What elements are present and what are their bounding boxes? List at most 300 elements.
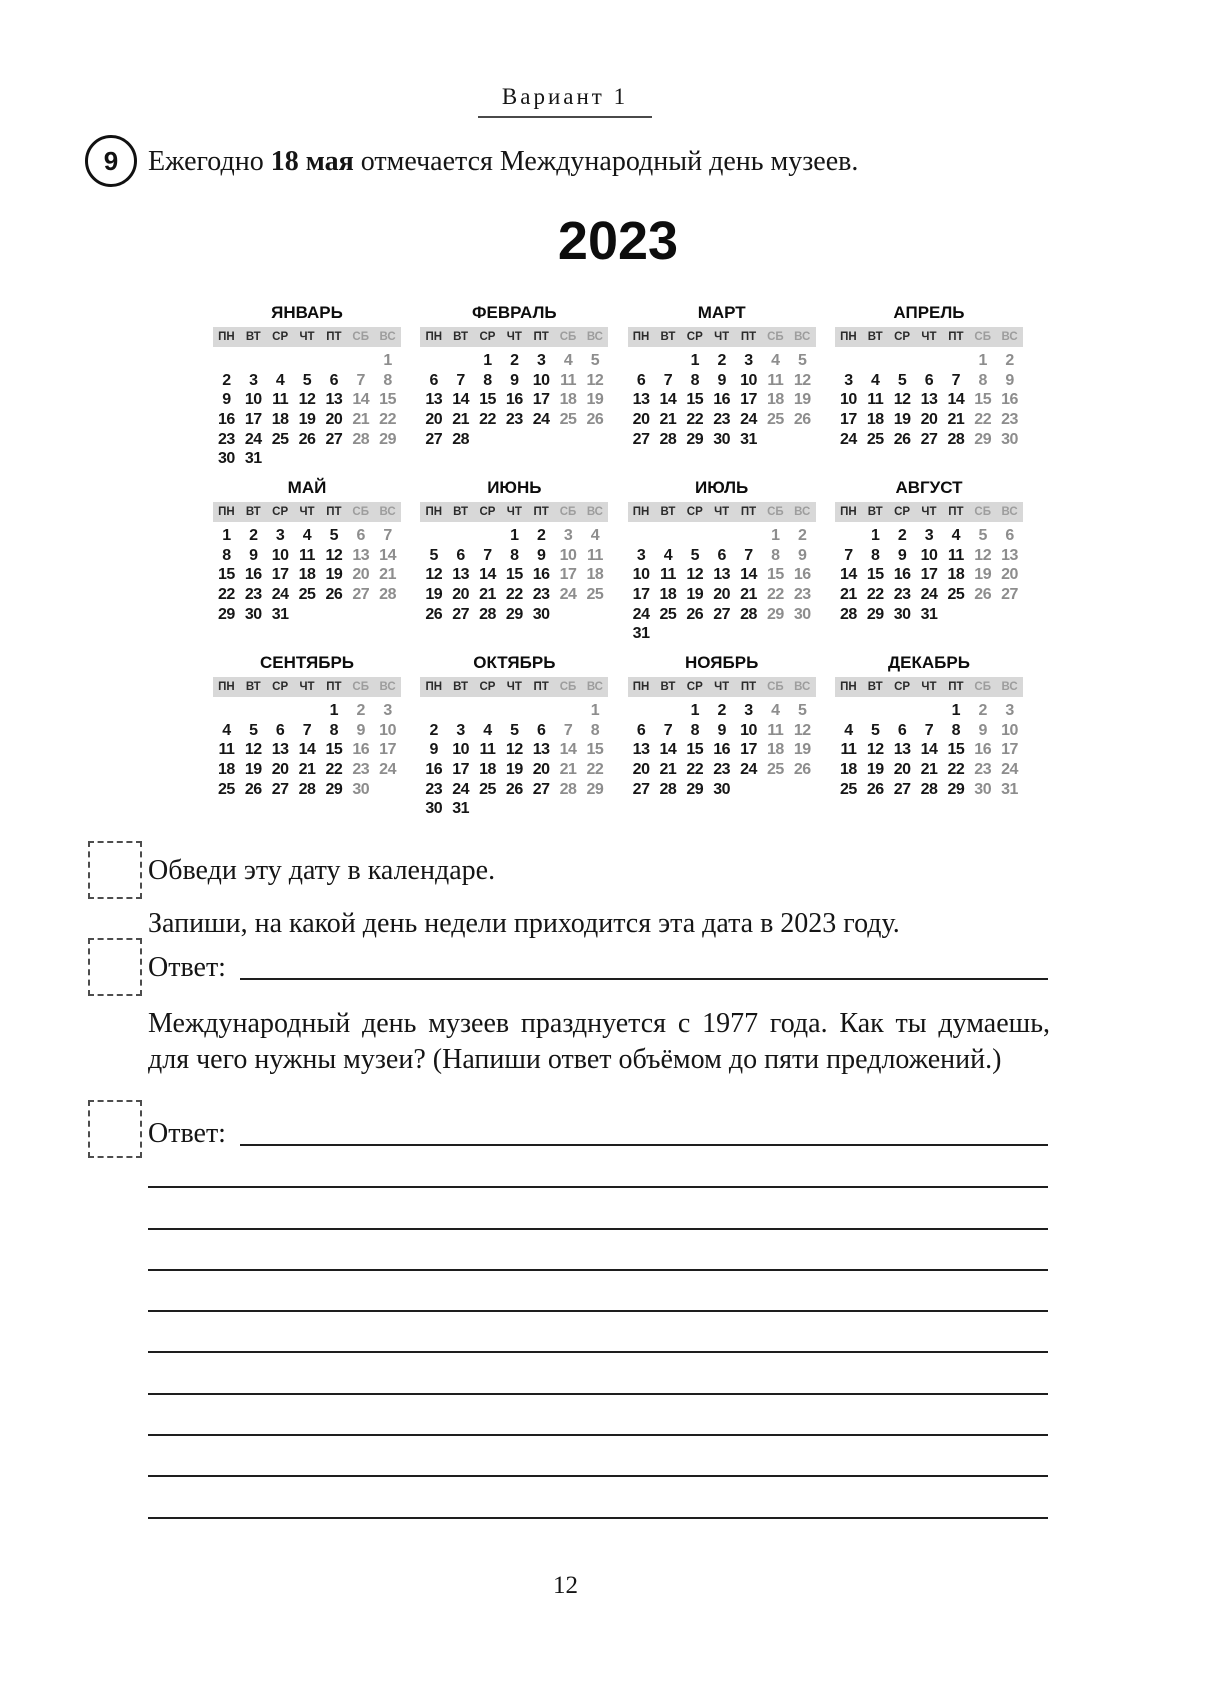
day-cell[interactable]: 25: [586, 585, 604, 603]
day-cell[interactable]: 17: [532, 391, 550, 409]
day-cell[interactable]: 2: [249, 526, 258, 544]
day-cell[interactable]: 7: [456, 371, 465, 389]
day-cell[interactable]: 3: [275, 526, 285, 544]
day-cell[interactable]: 25: [271, 430, 289, 448]
day-cell[interactable]: 25: [479, 780, 496, 798]
day-cell[interactable]: 26: [793, 410, 811, 428]
day-cell[interactable]: 31: [271, 605, 289, 623]
day-cell[interactable]: 2: [798, 526, 807, 544]
day-cell[interactable]: 15: [505, 566, 523, 584]
day-cell[interactable]: 26: [974, 585, 992, 603]
day-cell[interactable]: 16: [893, 566, 911, 584]
day-cell[interactable]: 12: [298, 391, 316, 409]
day-cell[interactable]: 21: [379, 566, 396, 584]
day-cell[interactable]: 14: [659, 391, 677, 409]
day-cell[interactable]: 16: [244, 566, 262, 584]
check-box-q3[interactable]: [88, 1100, 142, 1158]
day-cell[interactable]: 1: [690, 701, 699, 719]
day-cell[interactable]: 4: [844, 721, 853, 739]
day-cell[interactable]: 15: [379, 391, 396, 409]
day-cell[interactable]: 25: [840, 780, 857, 798]
day-cell[interactable]: 19: [793, 391, 811, 409]
day-cell[interactable]: 26: [244, 780, 262, 798]
writing-line[interactable]: [148, 1436, 1048, 1477]
day-cell[interactable]: 6: [897, 721, 907, 739]
day-cell[interactable]: 23: [713, 410, 731, 428]
day-cell[interactable]: 10: [1001, 721, 1018, 739]
day-cell[interactable]: 10: [740, 371, 757, 389]
day-cell[interactable]: 11: [272, 391, 289, 409]
day-cell[interactable]: 21: [352, 410, 370, 428]
day-cell[interactable]: 29: [586, 780, 604, 798]
day-cell[interactable]: 13: [920, 391, 938, 409]
day-cell[interactable]: 13: [713, 566, 731, 584]
day-cell[interactable]: 10: [740, 721, 757, 739]
day-cell[interactable]: 29: [218, 605, 235, 623]
day-cell[interactable]: 2: [536, 526, 546, 544]
day-cell[interactable]: 26: [793, 760, 811, 778]
day-cell[interactable]: 3: [383, 701, 392, 719]
day-cell[interactable]: 14: [379, 546, 396, 564]
day-cell[interactable]: 25: [218, 780, 235, 798]
day-cell[interactable]: 20: [632, 410, 650, 428]
day-cell[interactable]: 22: [686, 410, 704, 428]
day-cell[interactable]: 17: [740, 741, 757, 759]
day-cell[interactable]: 10: [379, 721, 396, 739]
day-cell[interactable]: 13: [1001, 546, 1018, 564]
day-cell[interactable]: 9: [510, 371, 519, 389]
day-cell[interactable]: 12: [866, 741, 884, 759]
day-cell[interactable]: 20: [452, 585, 469, 603]
day-cell[interactable]: 3: [844, 371, 853, 389]
day-cell[interactable]: 23: [974, 760, 992, 778]
day-cell[interactable]: 19: [505, 760, 523, 778]
day-cell[interactable]: 4: [951, 526, 961, 544]
day-cell[interactable]: 14: [352, 391, 370, 409]
day-cell[interactable]: 30: [974, 780, 992, 798]
day-cell[interactable]: 3: [536, 351, 546, 369]
day-cell[interactable]: 25: [766, 410, 784, 428]
day-cell[interactable]: 28: [452, 430, 469, 448]
day-cell[interactable]: 17: [632, 585, 650, 603]
day-cell[interactable]: 14: [298, 741, 316, 759]
day-cell[interactable]: 11: [767, 721, 784, 739]
day-cell[interactable]: 16: [352, 741, 370, 759]
day-cell[interactable]: 6: [636, 371, 646, 389]
day-cell[interactable]: 10: [452, 741, 469, 759]
writing-line[interactable]: [148, 1395, 1048, 1436]
day-cell[interactable]: 24: [1001, 760, 1018, 778]
check-box-q1[interactable]: [88, 841, 142, 899]
day-cell[interactable]: 14: [920, 741, 938, 759]
day-cell[interactable]: 6: [275, 721, 285, 739]
day-cell[interactable]: 30: [713, 430, 731, 448]
day-cell[interactable]: 4: [871, 371, 880, 389]
day-cell[interactable]: 9: [798, 546, 807, 564]
day-cell[interactable]: 1: [483, 351, 492, 369]
day-cell[interactable]: 25: [659, 605, 677, 623]
day-cell[interactable]: 2: [356, 701, 365, 719]
day-cell[interactable]: 29: [325, 780, 343, 798]
day-cell[interactable]: 30: [244, 605, 262, 623]
day-cell[interactable]: 27: [352, 585, 370, 603]
day-cell[interactable]: 15: [866, 566, 884, 584]
day-cell[interactable]: 1: [978, 351, 987, 369]
day-cell[interactable]: 4: [771, 351, 780, 369]
day-cell[interactable]: 10: [532, 371, 550, 389]
day-cell[interactable]: 1: [690, 351, 699, 369]
day-cell[interactable]: 6: [1005, 526, 1014, 544]
day-cell[interactable]: 25: [298, 585, 316, 603]
day-cell[interactable]: 8: [590, 721, 600, 739]
day-cell[interactable]: 25: [766, 760, 784, 778]
day-cell[interactable]: 7: [383, 526, 392, 544]
day-cell[interactable]: 1: [329, 701, 339, 719]
day-cell[interactable]: 19: [298, 410, 316, 428]
day-cell[interactable]: 20: [425, 410, 443, 428]
day-cell[interactable]: 1: [222, 526, 231, 544]
day-cell[interactable]: 22: [325, 760, 343, 778]
day-cell[interactable]: 27: [713, 605, 731, 623]
day-cell[interactable]: 27: [425, 430, 443, 448]
day-cell[interactable]: 18: [298, 566, 316, 584]
day-cell[interactable]: 3: [744, 701, 753, 719]
day-cell[interactable]: 4: [483, 721, 492, 739]
day-cell[interactable]: 13: [271, 741, 289, 759]
day-cell[interactable]: 29: [866, 605, 884, 623]
day-cell[interactable]: 28: [298, 780, 316, 798]
day-cell[interactable]: 27: [632, 430, 650, 448]
day-cell[interactable]: 21: [559, 760, 577, 778]
day-cell[interactable]: 11: [659, 566, 676, 584]
day-cell[interactable]: 19: [793, 741, 811, 759]
day-cell[interactable]: 28: [479, 605, 496, 623]
day-cell[interactable]: 7: [663, 371, 673, 389]
day-cell[interactable]: 4: [563, 351, 573, 369]
day-cell[interactable]: 11: [560, 371, 576, 389]
day-cell[interactable]: 21: [920, 760, 938, 778]
day-cell[interactable]: 3: [636, 546, 646, 564]
day-cell[interactable]: 14: [659, 741, 677, 759]
day-cell[interactable]: 27: [452, 605, 469, 623]
day-cell[interactable]: 27: [1001, 585, 1018, 603]
day-cell[interactable]: 18: [271, 410, 289, 428]
day-cell[interactable]: 26: [425, 605, 443, 623]
day-cell[interactable]: 19: [244, 760, 262, 778]
day-cell[interactable]: 29: [505, 605, 523, 623]
day-cell[interactable]: 7: [951, 371, 961, 389]
day-cell[interactable]: 28: [920, 780, 938, 798]
day-cell[interactable]: 20: [920, 410, 938, 428]
day-cell[interactable]: 24: [559, 585, 577, 603]
day-cell[interactable]: 28: [740, 605, 757, 623]
day-cell[interactable]: 24: [740, 410, 757, 428]
day-cell[interactable]: 6: [456, 546, 465, 564]
day-cell[interactable]: 18: [218, 760, 235, 778]
day-cell[interactable]: 18: [586, 566, 604, 584]
day-cell[interactable]: 8: [978, 371, 987, 389]
day-cell[interactable]: 23: [793, 585, 811, 603]
day-cell[interactable]: 18: [559, 391, 577, 409]
day-cell[interactable]: 15: [686, 391, 704, 409]
day-cell[interactable]: 26: [586, 410, 604, 428]
day-cell[interactable]: 31: [632, 625, 650, 643]
day-cell[interactable]: 20: [1001, 566, 1018, 584]
day-cell[interactable]: 11: [586, 546, 603, 564]
day-cell[interactable]: 1: [871, 526, 880, 544]
day-cell[interactable]: 11: [867, 391, 884, 409]
day-cell[interactable]: 24: [632, 605, 650, 623]
day-cell[interactable]: 4: [302, 526, 312, 544]
day-cell[interactable]: 18: [766, 741, 784, 759]
day-cell[interactable]: 31: [920, 605, 938, 623]
day-cell[interactable]: 24: [244, 430, 262, 448]
day-cell[interactable]: 28: [947, 430, 965, 448]
day-cell[interactable]: 2: [897, 526, 907, 544]
day-cell[interactable]: 30: [893, 605, 911, 623]
day-cell[interactable]: 11: [840, 741, 857, 759]
day-cell[interactable]: 19: [866, 760, 884, 778]
day-cell[interactable]: 22: [686, 760, 704, 778]
day-cell[interactable]: 7: [663, 721, 673, 739]
day-cell[interactable]: 18: [766, 391, 784, 409]
day-cell[interactable]: 5: [798, 701, 807, 719]
day-cell[interactable]: 11: [218, 741, 235, 759]
day-cell[interactable]: 26: [298, 430, 316, 448]
day-cell[interactable]: 10: [840, 391, 857, 409]
day-cell[interactable]: 5: [429, 546, 438, 564]
day-cell[interactable]: 23: [893, 585, 911, 603]
day-cell[interactable]: 22: [866, 585, 884, 603]
day-cell[interactable]: 6: [536, 721, 546, 739]
day-cell[interactable]: 5: [249, 721, 258, 739]
day-cell[interactable]: 30: [425, 800, 443, 818]
day-cell[interactable]: 2: [429, 721, 438, 739]
day-cell[interactable]: 6: [356, 526, 365, 544]
day-cell[interactable]: 23: [352, 760, 370, 778]
day-cell[interactable]: 20: [893, 760, 911, 778]
day-cell[interactable]: 2: [978, 701, 987, 719]
day-cell[interactable]: 23: [713, 760, 731, 778]
day-cell[interactable]: 20: [632, 760, 650, 778]
day-cell[interactable]: 15: [586, 741, 604, 759]
day-cell[interactable]: 14: [947, 391, 965, 409]
day-cell[interactable]: 24: [452, 780, 469, 798]
day-cell[interactable]: 24: [532, 410, 550, 428]
day-cell[interactable]: 11: [299, 546, 315, 564]
day-cell[interactable]: 9: [717, 371, 726, 389]
day-cell[interactable]: 11: [947, 546, 964, 564]
day-cell[interactable]: 13: [325, 391, 343, 409]
day-cell[interactable]: 15: [947, 741, 965, 759]
day-cell[interactable]: 9: [356, 721, 365, 739]
day-cell[interactable]: 9: [1005, 371, 1014, 389]
day-cell[interactable]: 18: [866, 410, 884, 428]
day-cell[interactable]: 7: [302, 721, 312, 739]
day-cell[interactable]: 15: [766, 566, 784, 584]
day-cell[interactable]: 3: [1005, 701, 1014, 719]
day-cell[interactable]: 17: [840, 410, 857, 428]
day-cell[interactable]: 7: [844, 546, 853, 564]
day-cell[interactable]: 27: [632, 780, 650, 798]
day-cell[interactable]: 6: [636, 721, 646, 739]
day-cell[interactable]: 14: [479, 566, 496, 584]
day-cell[interactable]: 8: [690, 721, 699, 739]
day-cell[interactable]: 13: [352, 546, 370, 564]
day-cell[interactable]: 31: [244, 450, 262, 468]
day-cell[interactable]: 11: [767, 371, 784, 389]
day-cell[interactable]: 6: [429, 371, 438, 389]
day-cell[interactable]: 20: [325, 410, 343, 428]
day-cell[interactable]: 13: [632, 391, 650, 409]
day-cell[interactable]: 23: [218, 430, 235, 448]
day-cell[interactable]: 17: [244, 410, 262, 428]
day-cell[interactable]: 17: [740, 391, 757, 409]
day-cell[interactable]: 10: [920, 546, 938, 564]
day-cell[interactable]: 1: [771, 526, 780, 544]
day-cell[interactable]: 13: [532, 741, 550, 759]
day-cell[interactable]: 7: [924, 721, 934, 739]
day-cell[interactable]: 8: [383, 371, 392, 389]
day-cell[interactable]: 28: [559, 780, 577, 798]
day-cell[interactable]: 25: [947, 585, 965, 603]
day-cell[interactable]: 2: [222, 371, 231, 389]
day-cell[interactable]: 23: [425, 780, 443, 798]
day-cell[interactable]: 16: [713, 741, 731, 759]
day-cell[interactable]: 30: [713, 780, 731, 798]
day-cell[interactable]: 24: [271, 585, 289, 603]
day-cell[interactable]: 9: [536, 546, 546, 564]
writing-line[interactable]: [148, 1230, 1048, 1271]
day-cell[interactable]: 29: [766, 605, 784, 623]
day-cell[interactable]: 17: [920, 566, 938, 584]
day-cell[interactable]: 28: [840, 605, 857, 623]
day-cell[interactable]: 7: [563, 721, 573, 739]
day-cell[interactable]: 15: [479, 391, 496, 409]
day-cell[interactable]: 2: [510, 351, 519, 369]
day-cell[interactable]: 9: [978, 721, 987, 739]
day-cell[interactable]: 17: [379, 741, 396, 759]
day-cell[interactable]: 5: [798, 351, 807, 369]
writing-line[interactable]: [148, 1312, 1048, 1353]
day-cell[interactable]: 8: [510, 546, 519, 564]
writing-line[interactable]: [148, 1188, 1048, 1229]
day-cell[interactable]: 22: [218, 585, 235, 603]
day-cell[interactable]: 22: [947, 760, 965, 778]
day-cell[interactable]: 8: [771, 546, 780, 564]
day-cell[interactable]: 30: [1001, 430, 1018, 448]
day-cell[interactable]: 28: [659, 430, 677, 448]
day-cell[interactable]: 23: [1001, 410, 1018, 428]
day-cell[interactable]: 18: [947, 566, 965, 584]
day-cell[interactable]: 10: [559, 546, 577, 564]
day-cell[interactable]: 12: [425, 566, 443, 584]
day-cell[interactable]: 9: [222, 391, 231, 409]
day-cell[interactable]: 12: [793, 371, 811, 389]
day-cell[interactable]: 5: [978, 526, 987, 544]
day-cell[interactable]: 25: [866, 430, 884, 448]
answer-blank-2[interactable]: [240, 1144, 1048, 1146]
answer-blank-1[interactable]: [240, 978, 1048, 980]
day-cell[interactable]: 1: [383, 351, 392, 369]
day-cell[interactable]: 24: [379, 760, 396, 778]
day-cell[interactable]: 14: [559, 741, 577, 759]
day-cell[interactable]: 30: [352, 780, 370, 798]
day-cell[interactable]: 18: [479, 760, 496, 778]
day-cell[interactable]: 12: [505, 741, 523, 759]
day-cell[interactable]: 31: [740, 430, 757, 448]
day-cell[interactable]: 6: [924, 371, 934, 389]
day-cell[interactable]: 27: [271, 780, 289, 798]
day-cell[interactable]: 27: [920, 430, 938, 448]
day-cell[interactable]: 7: [356, 371, 365, 389]
day-cell[interactable]: 2: [717, 351, 726, 369]
day-cell[interactable]: 3: [563, 526, 573, 544]
day-cell[interactable]: 16: [505, 391, 523, 409]
day-cell[interactable]: 4: [663, 546, 673, 564]
day-cell[interactable]: 29: [686, 430, 704, 448]
day-cell[interactable]: 12: [325, 546, 343, 564]
day-cell[interactable]: 8: [951, 721, 961, 739]
day-cell[interactable]: 19: [586, 391, 604, 409]
day-cell[interactable]: 22: [586, 760, 604, 778]
day-cell[interactable]: 24: [840, 430, 857, 448]
day-cell[interactable]: 19: [325, 566, 343, 584]
day-cell[interactable]: 22: [505, 585, 523, 603]
day-cell[interactable]: 16: [713, 391, 731, 409]
day-cell[interactable]: 13: [893, 741, 911, 759]
day-cell[interactable]: 25: [559, 410, 577, 428]
day-cell[interactable]: 23: [505, 410, 523, 428]
day-cell[interactable]: 3: [249, 371, 258, 389]
day-cell[interactable]: 5: [871, 721, 880, 739]
day-cell[interactable]: 9: [429, 741, 438, 759]
day-cell[interactable]: 9: [249, 546, 258, 564]
day-cell[interactable]: 23: [532, 585, 550, 603]
day-cell[interactable]: 22: [766, 585, 784, 603]
day-cell[interactable]: 5: [510, 721, 519, 739]
day-cell[interactable]: 8: [329, 721, 339, 739]
day-cell[interactable]: 16: [425, 760, 443, 778]
day-cell[interactable]: 17: [1001, 741, 1018, 759]
day-cell[interactable]: 29: [379, 430, 396, 448]
check-box-q2[interactable]: [88, 938, 142, 996]
day-cell[interactable]: 19: [893, 410, 911, 428]
day-cell[interactable]: 8: [483, 371, 492, 389]
day-cell[interactable]: 12: [244, 741, 262, 759]
day-cell[interactable]: 14: [452, 391, 469, 409]
day-cell[interactable]: 12: [686, 566, 704, 584]
day-cell[interactable]: 26: [686, 605, 704, 623]
day-cell[interactable]: 8: [871, 546, 880, 564]
day-cell[interactable]: 30: [793, 605, 811, 623]
writing-line[interactable]: [148, 1271, 1048, 1312]
day-cell[interactable]: 28: [379, 585, 396, 603]
day-cell[interactable]: 15: [218, 566, 235, 584]
day-cell[interactable]: 14: [840, 566, 857, 584]
day-cell[interactable]: 20: [352, 566, 370, 584]
day-cell[interactable]: 26: [866, 780, 884, 798]
day-cell[interactable]: 29: [947, 780, 965, 798]
day-cell[interactable]: 15: [325, 741, 343, 759]
day-cell[interactable]: 4: [771, 701, 780, 719]
day-cell[interactable]: 2: [1005, 351, 1014, 369]
day-cell[interactable]: 10: [632, 566, 650, 584]
day-cell[interactable]: 4: [275, 371, 285, 389]
day-cell[interactable]: 3: [744, 351, 753, 369]
day-cell[interactable]: 21: [298, 760, 316, 778]
day-cell[interactable]: 22: [379, 410, 396, 428]
